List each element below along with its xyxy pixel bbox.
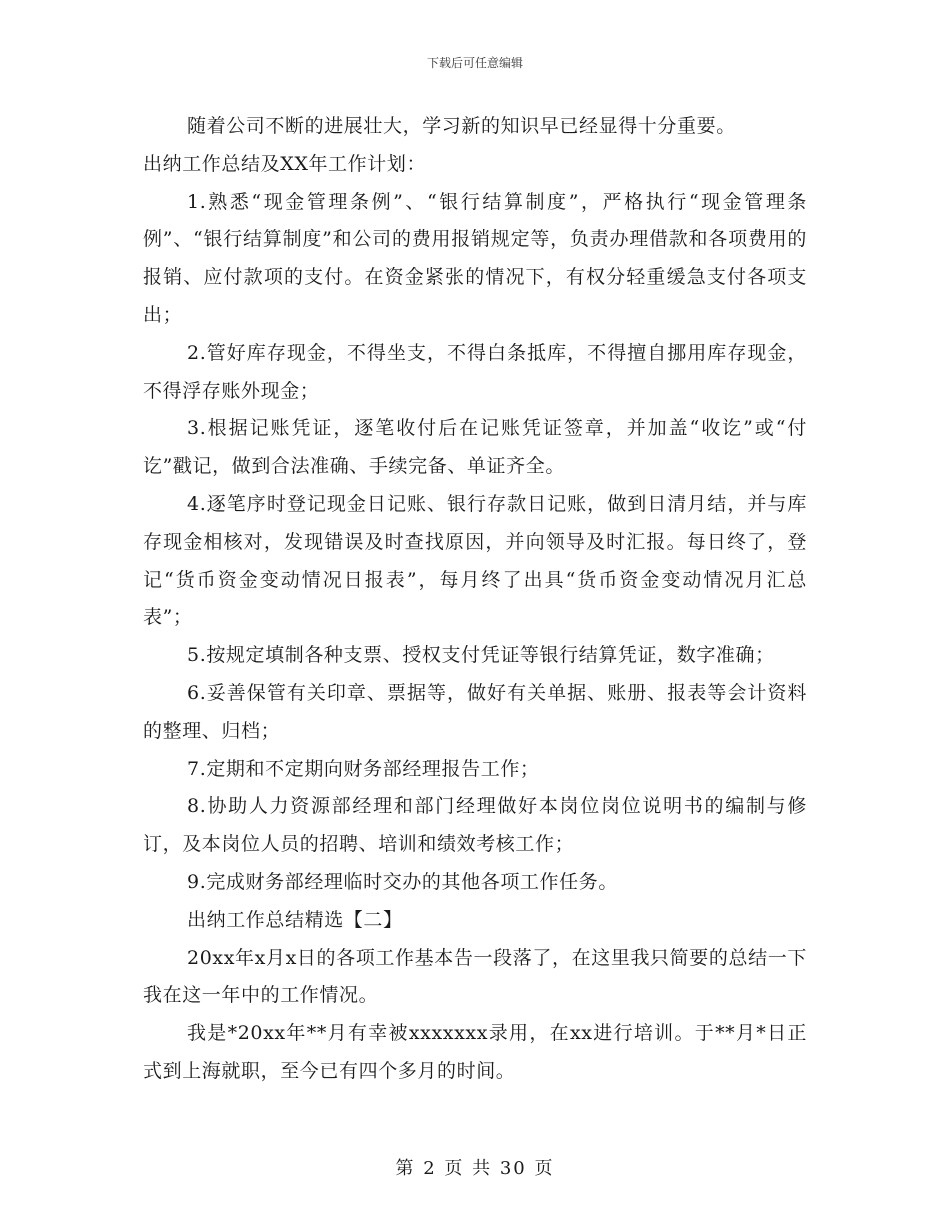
paragraph: 6.妥善保管有关印章、票据等，做好有关单据、账册、报表等会计资料的整理、归档； xyxy=(143,681,807,742)
document-body xyxy=(143,108,807,1091)
paragraph: 出纳工作总结及XX年工作计划： xyxy=(143,152,427,175)
paragraph: 7.定期和不定期向财务部经理报告工作； xyxy=(187,757,540,780)
paragraph: 1.熟悉“现金管理条例”、“银行结算制度”，严格执行“现金管理条例”、“银行结算制度”和公司的费用报销规定等，负责办理借款和各项费用的报销、应付款项的支付。在资金紧张的情况下，有权分轻重缓急支付各项支出； xyxy=(143,190,807,326)
section-heading: 出纳工作总结精选【二】 xyxy=(187,908,403,931)
page-number: 第 2 页 共 30 页 xyxy=(395,1158,555,1179)
paragraph: 5.按规定填制各种支票、授权支付凭证等银行结算凭证，数字准确； xyxy=(187,644,775,667)
paragraph: 20xx年x月x日的各项工作基本告一段落了，在这里我只简要的总结一下我在这一年中的工作情况。 xyxy=(143,946,807,1007)
paragraph: 我是*20xx年**月有幸被xxxxxxx录用，在xx进行培训。于**月*日正式到上海就职，至今已有四个多月的时间。 xyxy=(143,1022,807,1082)
paragraph: 随着公司不断的进展壮大，学习新的知识早已经显得十分重要。 xyxy=(187,115,736,137)
paragraph: 8.协助人力资源部经理和部门经理做好本岗位岗位说明书的编制与修订，及本岗位人员的招聘、培训和绩效考核工作； xyxy=(143,795,807,856)
paragraph: 4.逐笔序时登记现金日记账、银行存款日记账，做到日清月结，并与库存现金相核对，发现错误及时查找原因，并向领导及时汇报。每日终了，登记“货币资金变动情况日报表”，每月终了出具“货币资金变动情况月汇总表”； xyxy=(143,492,807,629)
paragraph: 3.根据记账凭证，逐笔收付后在记账凭证签章，并加盖“收讫”或“付讫”戳记，做到合法准确、手续完备、单证齐全。 xyxy=(143,417,807,478)
paragraph: 2.管好库存现金，不得坐支，不得白条抵库，不得擅自挪用库存现金，不得浮存账外现金； xyxy=(143,341,807,402)
paragraph: 9.完成财务部经理临时交办的其他各项工作任务。 xyxy=(187,870,618,893)
page-header: 下载后可任意编辑 xyxy=(426,56,523,70)
